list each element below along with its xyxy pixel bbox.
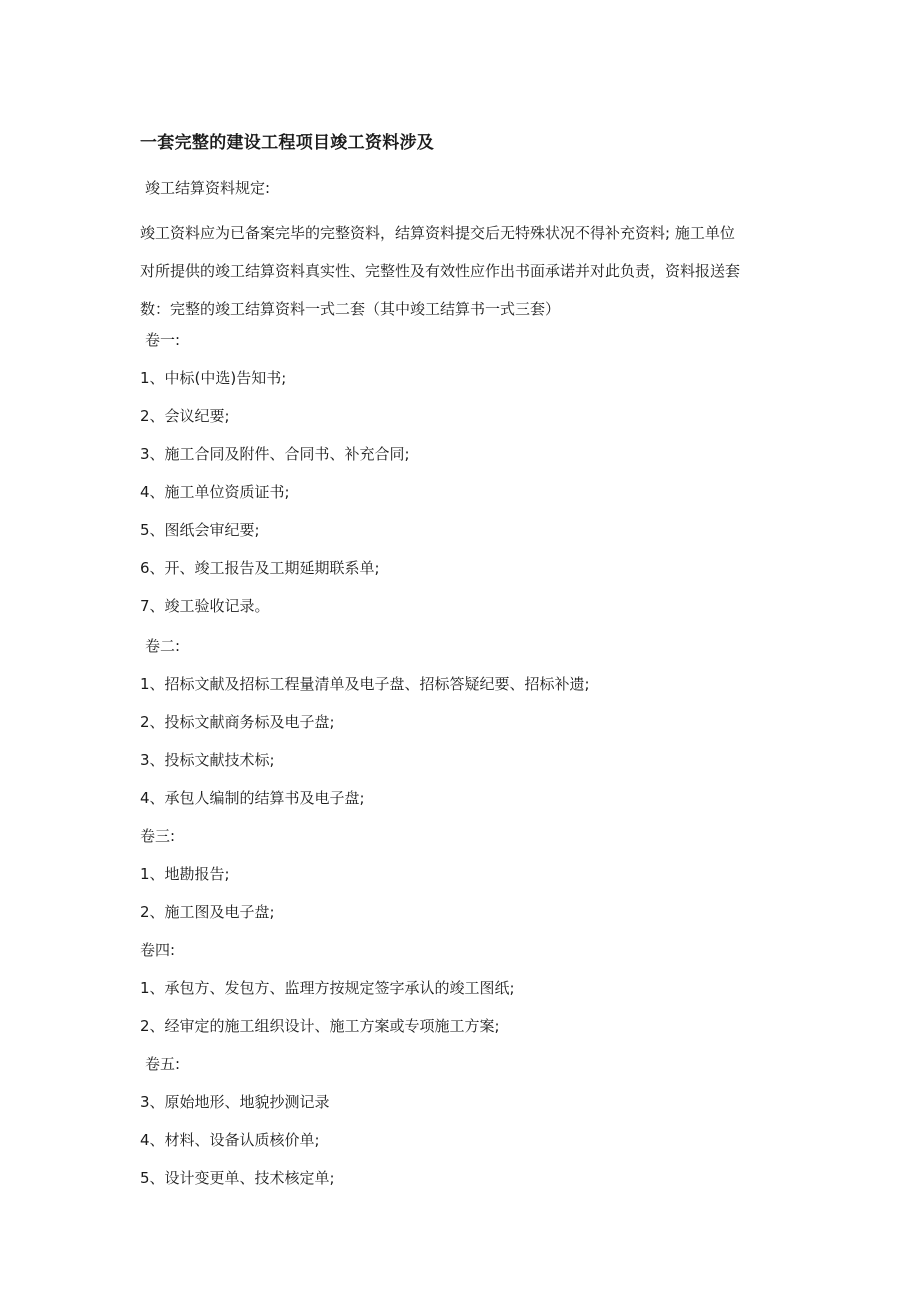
list-item: 2、会议纪要;: [140, 407, 230, 425]
list-item: 4、施工单位资质证书;: [140, 483, 290, 501]
list-item: 5、图纸会审纪要;: [140, 521, 260, 539]
list-item: 5、设计变更单、技术核定单;: [140, 1169, 335, 1187]
intro-line-2: 对所提供的竣工结算资料真实性、完整性及有效性应作出书面承诺并对此负责，资料报送套: [140, 262, 741, 280]
list-item: 2、施工图及电子盘;: [140, 903, 275, 921]
intro-line-1: 竣工资料应为已备案完毕的完整资料，结算资料提交后无特殊状况不得补充资料; 施工单位: [140, 224, 735, 242]
list-item: 7、竣工验收记录。: [140, 597, 270, 615]
list-item: 2、经审定的施工组织设计、施工方案或专项施工方案;: [140, 1017, 500, 1035]
list-item: 3、施工合同及附件、合同书、补充合同;: [140, 445, 410, 463]
intro-line-3: 数：完整的竣工结算资料一式二套（其中竣工结算书一式三套）: [140, 300, 561, 318]
volume-label-4: 卷四:: [140, 941, 176, 959]
list-item: 6、开、竣工报告及工期延期联系单;: [140, 559, 380, 577]
list-item: 1、地勘报告;: [140, 865, 230, 883]
list-item: 4、材料、设备认质核价单;: [140, 1131, 320, 1149]
list-item: 2、投标文献商务标及电子盘;: [140, 713, 335, 731]
volume-label-5: 卷五:: [145, 1055, 181, 1073]
list-item: 1、中标(中选)告知书;: [140, 369, 287, 387]
volume-label-3: 卷三:: [140, 827, 176, 845]
document-title: 一套完整的建设工程项目竣工资料涉及: [140, 133, 435, 153]
list-item: 3、原始地形、地貌抄测记录: [140, 1093, 330, 1111]
volume-label-2: 卷二:: [145, 637, 181, 655]
volume-label-1: 卷一:: [145, 331, 181, 349]
list-item: 1、承包方、发包方、监理方按规定签字承认的竣工图纸;: [140, 979, 515, 997]
intro-paragraph: [140, 214, 790, 328]
list-item: 1、招标文献及招标工程量清单及电子盘、招标答疑纪要、招标补遗;: [140, 675, 590, 693]
list-item: 3、投标文献技术标;: [140, 751, 275, 769]
section-heading: 竣工结算资料规定:: [145, 179, 271, 197]
list-item: 4、承包人编制的结算书及电子盘;: [140, 789, 365, 807]
